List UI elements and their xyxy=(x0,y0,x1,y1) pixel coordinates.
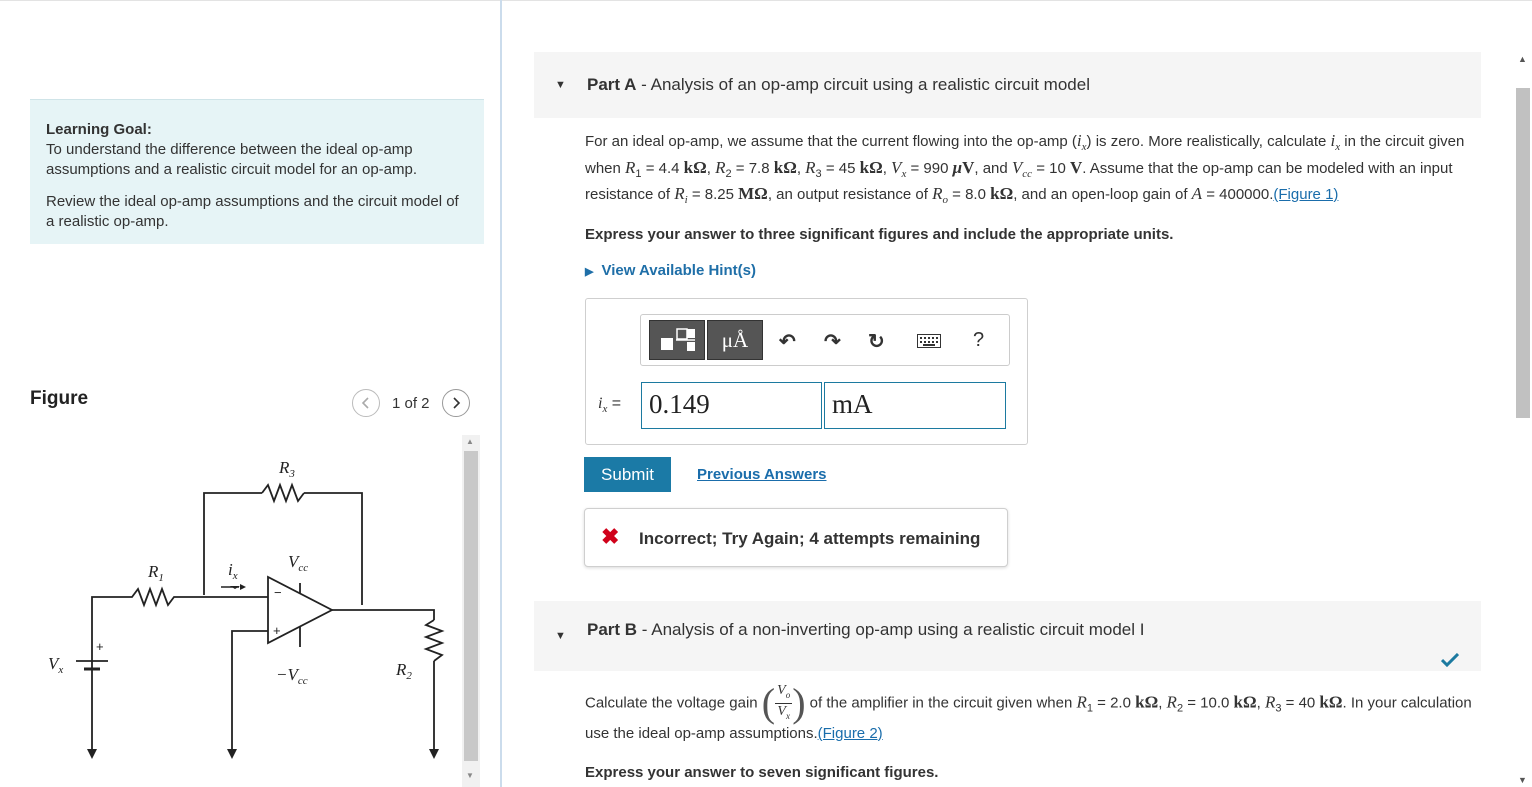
figure-title: Figure xyxy=(30,388,89,409)
checkmark-icon xyxy=(1441,653,1459,667)
r3-resistor xyxy=(262,485,304,501)
page-scroll-thumb[interactable] xyxy=(1516,88,1530,418)
circuit-figure xyxy=(30,435,460,787)
answer-value-input[interactable]: 0.149 xyxy=(641,382,822,429)
scroll-up-icon[interactable]: ▲ xyxy=(466,437,474,446)
part-b-title: Analysis of a non-inverting op-amp using a realistic circuit model I xyxy=(651,620,1145,639)
caret-right-icon: ▶ xyxy=(585,266,594,278)
undo-icon[interactable]: ↶ xyxy=(779,331,796,353)
part-b-express: Express your answer to seven significant figures. xyxy=(585,764,939,781)
label-r1: $R_1$ xyxy=(148,562,164,584)
learning-goal-title: Learning Goal: xyxy=(46,121,152,138)
part-a-header[interactable] xyxy=(534,52,1481,118)
figure-scrollbar[interactable] xyxy=(462,435,480,787)
figure-2-link[interactable]: (Figure 2) xyxy=(817,724,883,742)
figure-scroll-thumb[interactable] xyxy=(464,451,478,761)
part-b-problem: Calculate the voltage gain ( $\frac{V_o}{V_x}$ ) of the amplifier in the circuit given when $R_1 = 2.0$ kΩ, $R_2 = 10.0$ kΩ, $R_3 = 40$ kΩ. In your calculation use the ideal op-amp assumptions.(Figure 2) xyxy=(585,680,1472,742)
learning-goal-text: To understand the difference between the ideal op-amp assumptions and a realistic circuit model for an op-amp. xyxy=(46,141,418,178)
part-b-header[interactable] xyxy=(534,601,1481,671)
label-plus: + xyxy=(273,623,281,638)
view-hints-toggle[interactable] xyxy=(585,262,756,279)
page-scroll-down-icon[interactable]: ▼ xyxy=(1518,775,1527,785)
figure-1-link[interactable]: (Figure 1) xyxy=(1273,186,1339,203)
feedback-message: Incorrect; Try Again; 4 attempts remaining xyxy=(639,529,981,548)
answer-box xyxy=(585,298,1028,445)
figure-next-button[interactable] xyxy=(442,389,470,417)
part-a-title: Analysis of an op-amp circuit using a realistic circuit model xyxy=(650,75,1090,94)
column-divider xyxy=(500,0,502,787)
reset-icon[interactable]: ↻ xyxy=(868,331,885,353)
figure-pager xyxy=(352,389,470,417)
label-ix: $i_x$ xyxy=(228,560,238,582)
submit-button[interactable]: Submit xyxy=(584,457,671,492)
chevron-right-icon xyxy=(451,397,461,409)
feedback-panel xyxy=(584,508,1008,567)
templates-icon xyxy=(657,326,697,354)
figure-counter: 1 of 2 xyxy=(392,394,430,412)
label-vcc: $V_{cc}$ xyxy=(288,552,309,574)
part-b-sep: - xyxy=(637,620,652,639)
units-button[interactable] xyxy=(707,320,763,360)
label-r3: $R_3$ xyxy=(279,458,295,480)
incorrect-x-icon: ✖ xyxy=(601,524,620,549)
previous-answers-link[interactable]: Previous Answers xyxy=(697,466,827,483)
r2-resistor xyxy=(426,620,442,661)
units-glyph: μÅ xyxy=(721,327,749,352)
view-hints-label: View Available Hint(s) xyxy=(601,262,756,279)
math-toolbar xyxy=(640,314,1010,366)
learning-goal-box xyxy=(30,99,484,244)
answer-label: $i_x$ = xyxy=(598,395,622,416)
label-vx: $V_x$ xyxy=(48,654,64,676)
keyboard-icon[interactable] xyxy=(917,334,941,348)
part-a-problem: For an ideal op-amp, we assume that the current flowing into the op-amp $(i_x)$ is zero. More realistically, calculate $i_x$ in the circuit given when $R_1 = 4.4$ kΩ, $R_2 = 7.8$ kΩ, $R_3 = 45$ kΩ, $V_x = 990$ μV, and $V_{cc} = 10$ V. Assume that the op-amp can be modeled with an input resistance of $R_i = 8.25$ MΩ, an output resistance of $R_o = 8.0$ kΩ, and an open-loop gain of A = 400000.(Figure 1) xyxy=(585,131,1465,206)
chevron-left-icon xyxy=(361,397,371,409)
page-scrollbar[interactable] xyxy=(1513,40,1532,787)
figure-prev-button[interactable] xyxy=(352,389,380,417)
label-neg-vcc: $-V_{cc}$ xyxy=(276,665,308,687)
templates-button[interactable] xyxy=(649,320,705,360)
part-a-label: Part A xyxy=(587,75,637,94)
part-b-label: Part B xyxy=(587,620,638,639)
answer-unit-input[interactable]: mA xyxy=(824,382,1006,429)
top-rule xyxy=(0,0,1532,1)
learning-goal-review: Review the ideal op-amp assumptions and the circuit model of a realistic op-amp. xyxy=(46,193,459,230)
caret-down-icon[interactable]: ▼ xyxy=(555,79,566,91)
caret-down-icon[interactable]: ▼ xyxy=(555,630,566,642)
redo-icon[interactable]: ↷ xyxy=(824,331,841,353)
scroll-down-icon[interactable]: ▼ xyxy=(466,771,474,780)
part-a-express: Express your answer to three significant figures and include the appropriate units. xyxy=(585,226,1174,243)
page-scroll-up-icon[interactable]: ▲ xyxy=(1518,54,1527,64)
label-r2: $R_2$ xyxy=(396,660,412,682)
label-minus: − xyxy=(274,585,282,600)
part-a-sep: - xyxy=(636,75,651,94)
help-icon[interactable]: ? xyxy=(973,329,985,351)
label-battery-plus: + xyxy=(96,639,104,654)
